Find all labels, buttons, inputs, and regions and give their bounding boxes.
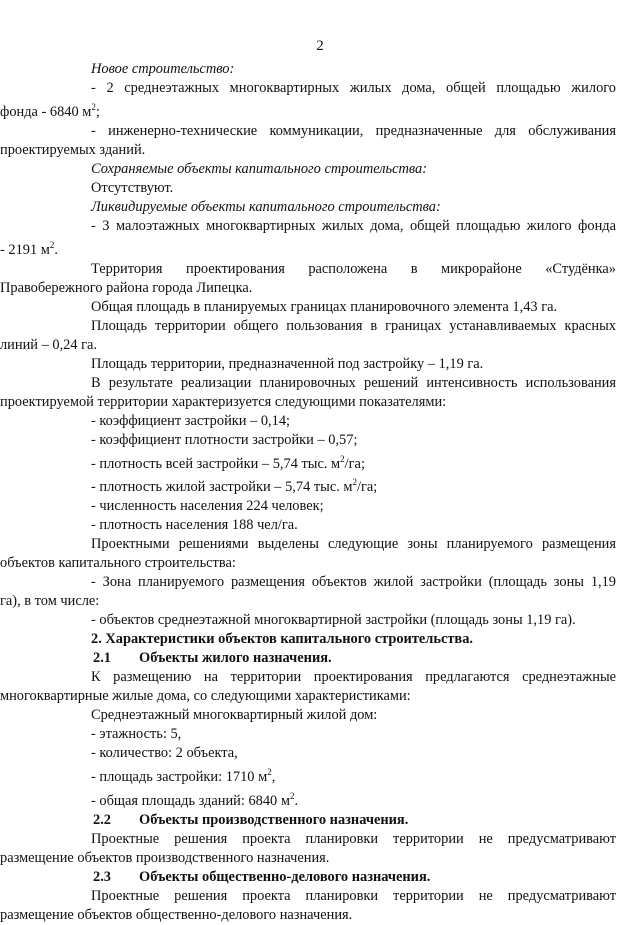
new-item-2: - инженерно-технические коммуникации, предназначенные для обслуживания [91,122,616,139]
section-2-2-title: 2.2 Объекты производственного назначения. [93,811,409,828]
section-2-3-text-cont: размещение объектов общественно-делового назначения. [0,906,353,923]
zone-1: - Зона планируемого размещения объектов жилой застройки (площадь зоны 1,19 [91,574,616,591]
zone-2: - объектов среднеэтажной многоквартирной застройки (площадь зоны 1,19 га). [91,612,576,629]
indicator-5: - численность населения 224 человек; [91,498,324,515]
section-2-title: 2. Характеристики объектов капитального строительства. [91,631,473,648]
new-item-1: - 2 среднеэтажных многоквартирных жилых дома, общей площадью жилого [91,80,616,96]
indicator-3: - плотность всей застройки – 5,74 тыс. $м^2/га$; [91,453,365,472]
new-construction-heading: Новое строительство: [91,61,235,77]
house-type: Среднеэтажный многоквартирный жилой дом: [91,707,378,724]
new-item-1-cont: фонда - 6840 $м^2$; [0,102,100,120]
indicator-4: - плотность жилой застройки – 5,74 тыс. $м^2/га$; [91,477,378,496]
indicator-1: - коэффициент застройки – 0,14; [91,412,291,429]
section-2-2-text: Проектные решения проекта планировки территории не предусматривают [91,830,616,847]
liquidated-item: - 3 малоэтажных многоквартирных жилых дома, общей площадью жилого фонда [91,217,616,234]
preserved-value: Отсутствуют. [91,179,174,196]
house-char-4: - общая площадь зданий: 6840 $м^2$. [91,790,299,809]
liquidated-heading: Ликвидируемые объекты капитального строительства: [91,198,441,215]
house-char-3: - площадь застройки: 1710 $м^2$, [91,767,276,785]
total-area: Общая площадь в планируемых границах планировочного элемента 1,43 га. [91,298,558,315]
page-number: 2 [316,38,324,54]
building-area: Площадь территории, предназначенной под застройку – 1,19 га. [91,355,484,372]
liquidated-item-cont: - 2191 $м^2$. [0,239,58,258]
document-body [0,60,616,925]
house-char-1: - этажность: 5, [91,726,182,743]
territory-text: Территория проектирования расположена в микрорайоне «Студёнка» [91,260,616,277]
zones-text: Проектными решениями выделены следующие зоны планируемого размещения [91,536,616,553]
public-area-cont: линий – 0,24 га. [0,336,98,353]
preserved-heading: Сохраняемые объекты капитального строительства: [91,160,427,177]
zone-1-cont: га), в том числе: [0,593,100,610]
placement-text: К размещению на территории проектирования предлагаются среднеэтажные [91,669,616,686]
section-2-2-text-cont: размещение объектов производственного назначения. [0,849,330,866]
result-text-cont: проектируемой территории характеризуется следующими показателями: [0,393,447,410]
placement-text-cont: многоквартирные жилые дома, со следующими характеристиками: [0,688,411,705]
zones-text-cont: объектов капитального строительства: [0,555,236,572]
public-area: Площадь территории общего пользования в границах устанавливаемых красных [91,317,616,334]
section-2-3-title: 2.3 Объекты общественно-делового назначения. [93,868,431,885]
house-char-2: - количество: 2 объекта, [91,745,238,762]
indicator-2: - коэффициент плотности застройки – 0,57; [91,431,358,448]
section-2-3-text: Проектные решения проекта планировки территории не предусматривают [91,887,616,904]
new-item-2-cont: проектируемых зданий. [0,141,146,158]
indicator-6: - плотность населения 188 чел/га. [91,517,298,534]
section-2-1-title: 2.1 Объекты жилого назначения. [93,650,332,667]
result-text: В результате реализации планировочных решений интенсивность использования [91,374,616,391]
territory-text-cont: Правобережного района города Липецка. [0,279,253,296]
